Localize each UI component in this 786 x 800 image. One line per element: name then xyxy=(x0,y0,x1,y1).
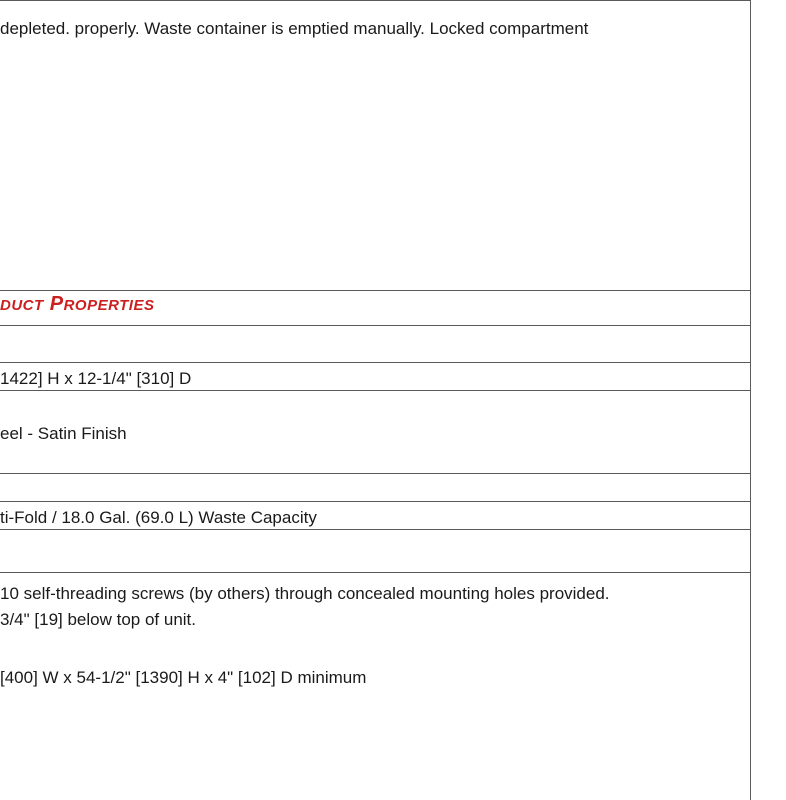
material-value: eel - Satin Finish xyxy=(0,424,127,443)
installation-line-2: 3/4" [19] below top of unit. xyxy=(0,610,196,629)
row-rule-2 xyxy=(0,362,751,363)
row-rule-3 xyxy=(0,390,751,391)
rough-opening-value: [400] W x 54-1/2" [1390] H x 4" [102] D minimum xyxy=(0,668,367,687)
heading-word1: DUCT xyxy=(0,297,44,314)
dimensions-value: 1422] H x 12-1/4" [310] D xyxy=(0,369,192,388)
section-heading xyxy=(0,293,155,316)
row-rule-1 xyxy=(0,325,751,326)
row-rule-4 xyxy=(0,473,751,474)
right-border-line xyxy=(750,0,751,800)
row-rule-6 xyxy=(0,529,751,530)
row-rule-7 xyxy=(0,572,751,573)
capacity-value: ti-Fold / 18.0 Gal. (69.0 L) Waste Capacity xyxy=(0,508,317,527)
top-rule xyxy=(0,0,751,1)
intro-text: depleted. properly. Waste container is emptied manually. Locked compartment xyxy=(0,19,589,38)
row-rule-5 xyxy=(0,501,751,502)
heading-word2-cap: P xyxy=(49,293,64,315)
section-top-rule xyxy=(0,290,751,291)
installation-line-1: 10 self-threading screws (by others) through concealed mounting holes provided. xyxy=(0,584,610,603)
heading-word2-rest: ROPERTIES xyxy=(63,297,155,314)
